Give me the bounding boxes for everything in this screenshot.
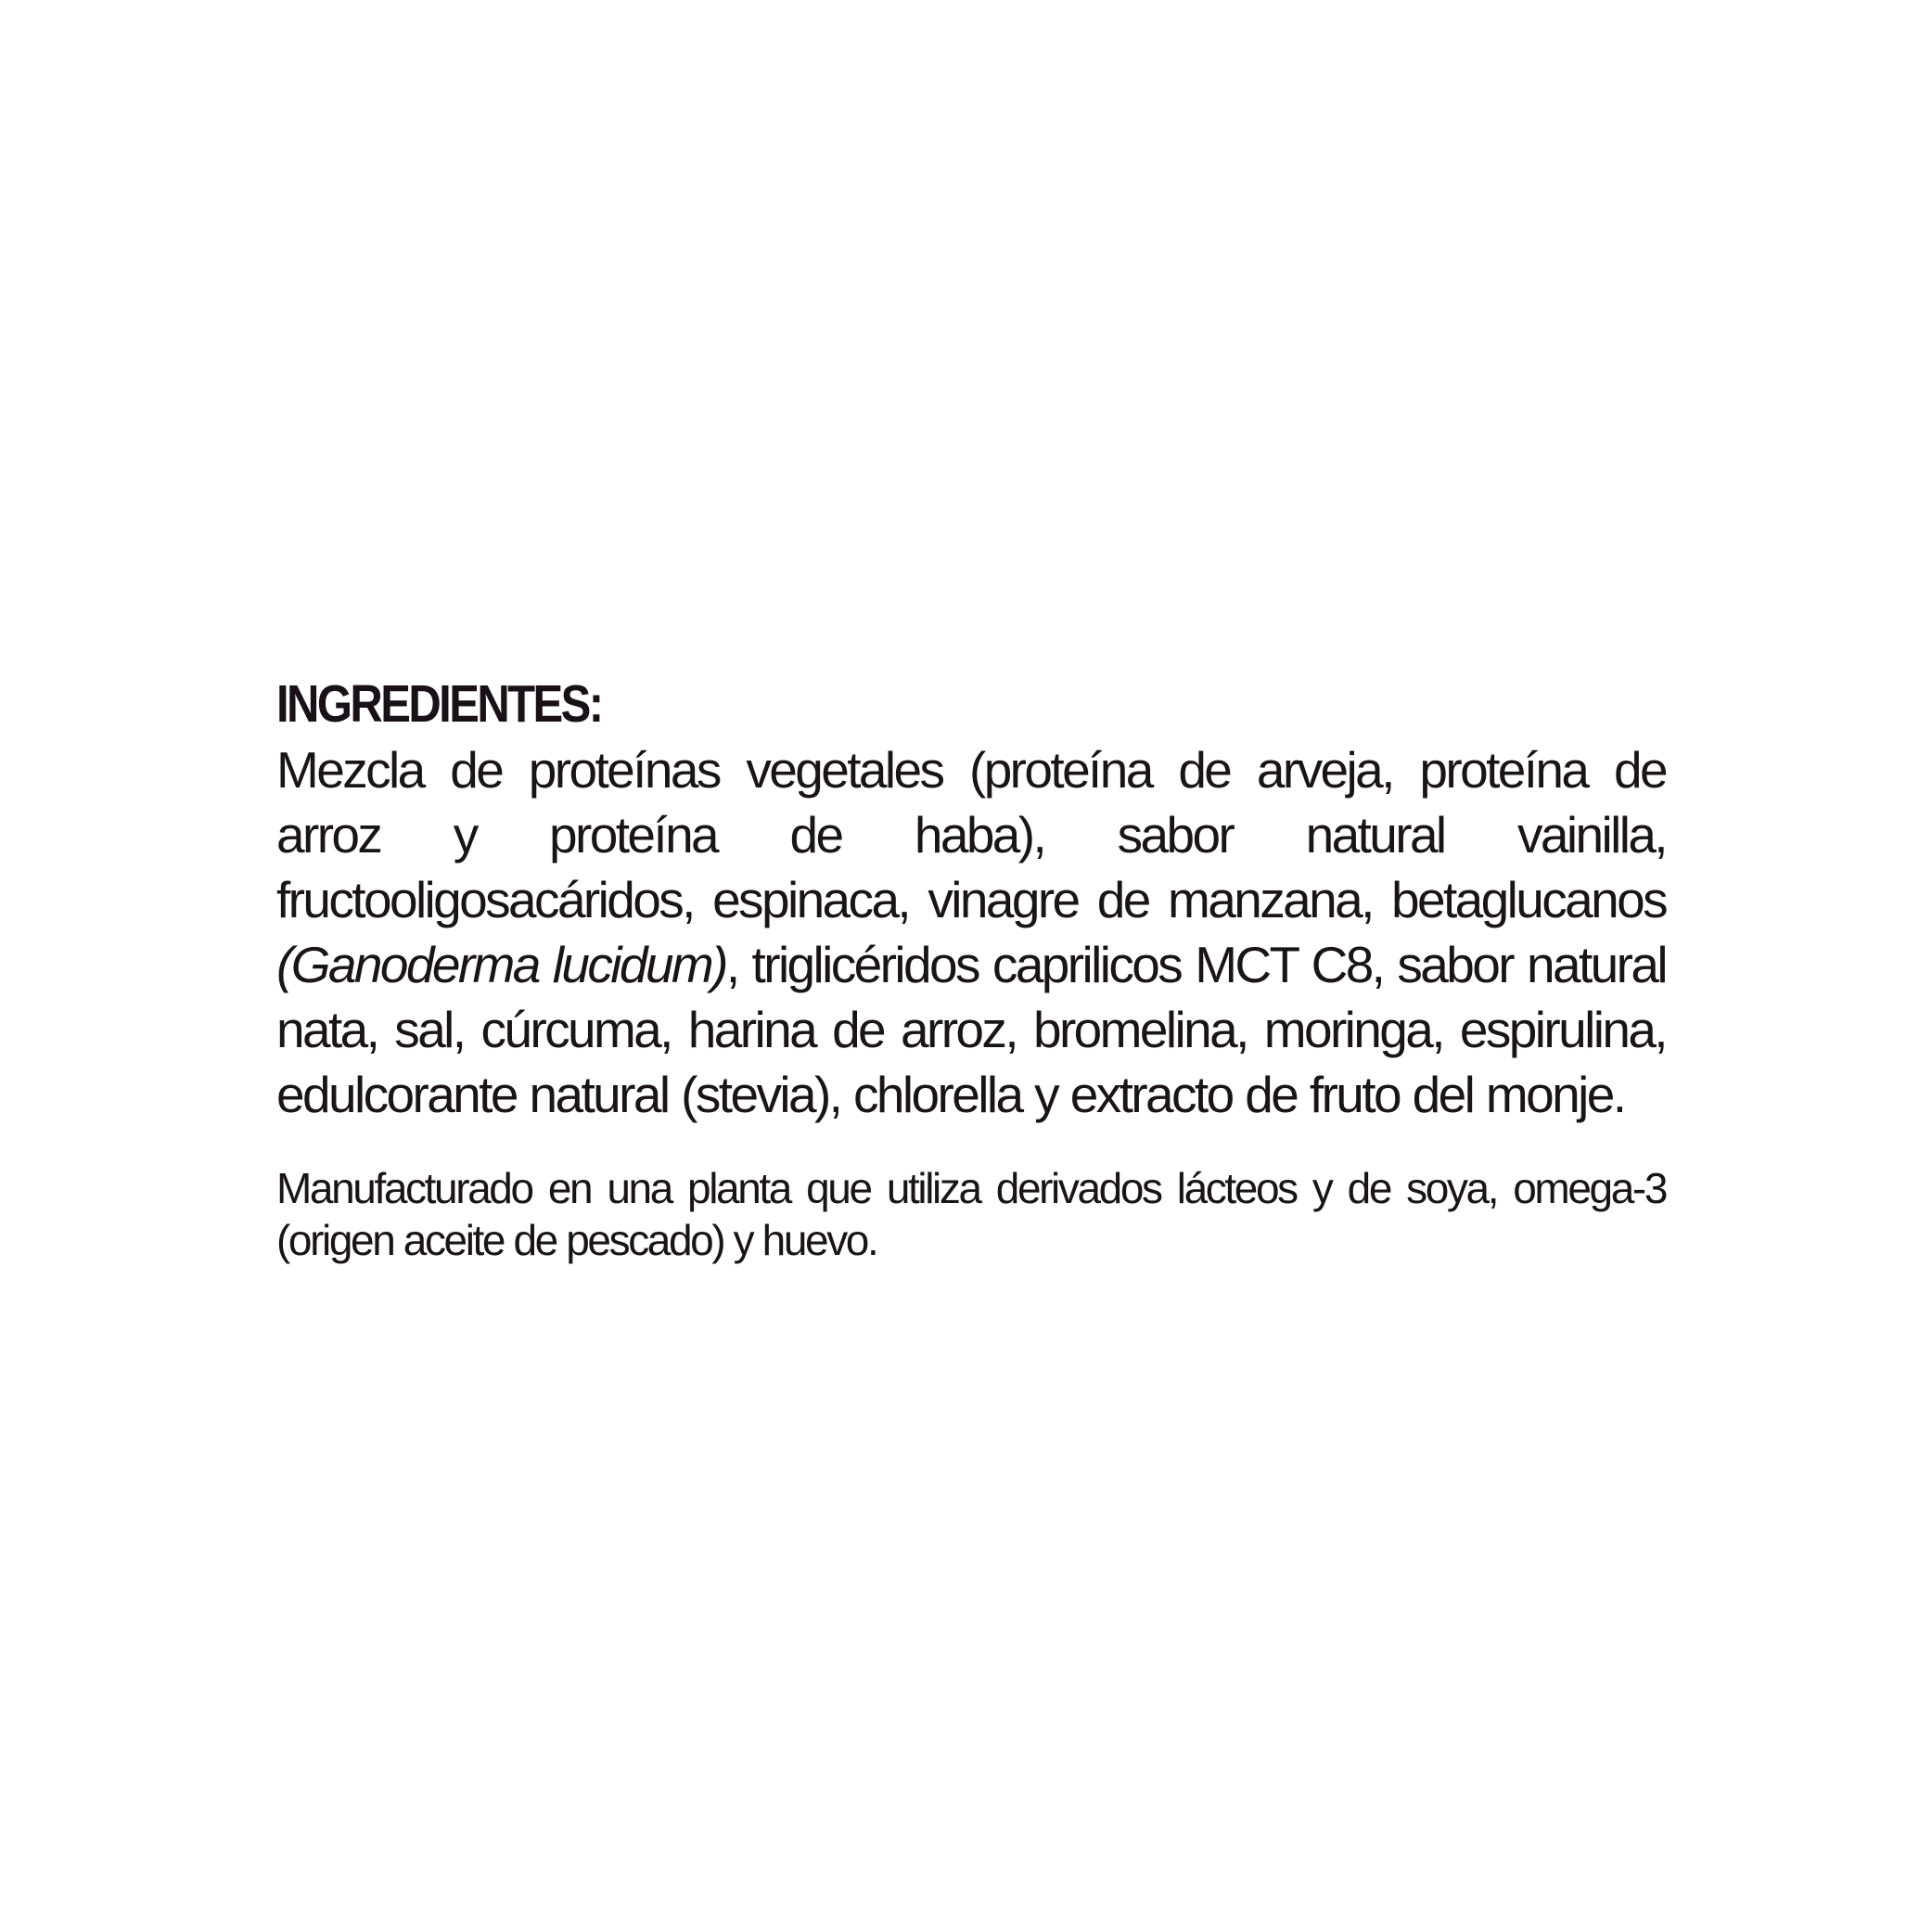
ingredients-panel	[276, 672, 1666, 1266]
ingredients-scientific-name: (Ganoderma lucidum)	[276, 936, 726, 993]
ingredients-text-part1: Mezcla de proteínas vegetales (proteína de arveja, proteína de arroz y proteína de haba), sabor natural vainilla, fructooligosacáridos, espinaca, vinagre de manzana, betaglucanos	[276, 741, 1666, 928]
ingredients-text-part2: , triglicéridos caprilicos MCT C8, sabor natural nata, sal, cúrcuma, harina de arroz, bromelina, moringa, espirulina, edulcorante natural (stevia), chlorella y extracto de fruto del monje.	[276, 936, 1666, 1123]
ingredients-list	[276, 737, 1666, 1127]
ingredients-heading: INGREDIENTES:	[276, 674, 602, 734]
allergen-note: Manufacturado en una planta que utiliza derivados lácteos y de soya, omega-3 (origen aceite de pescado) y huevo.	[276, 1164, 1666, 1264]
